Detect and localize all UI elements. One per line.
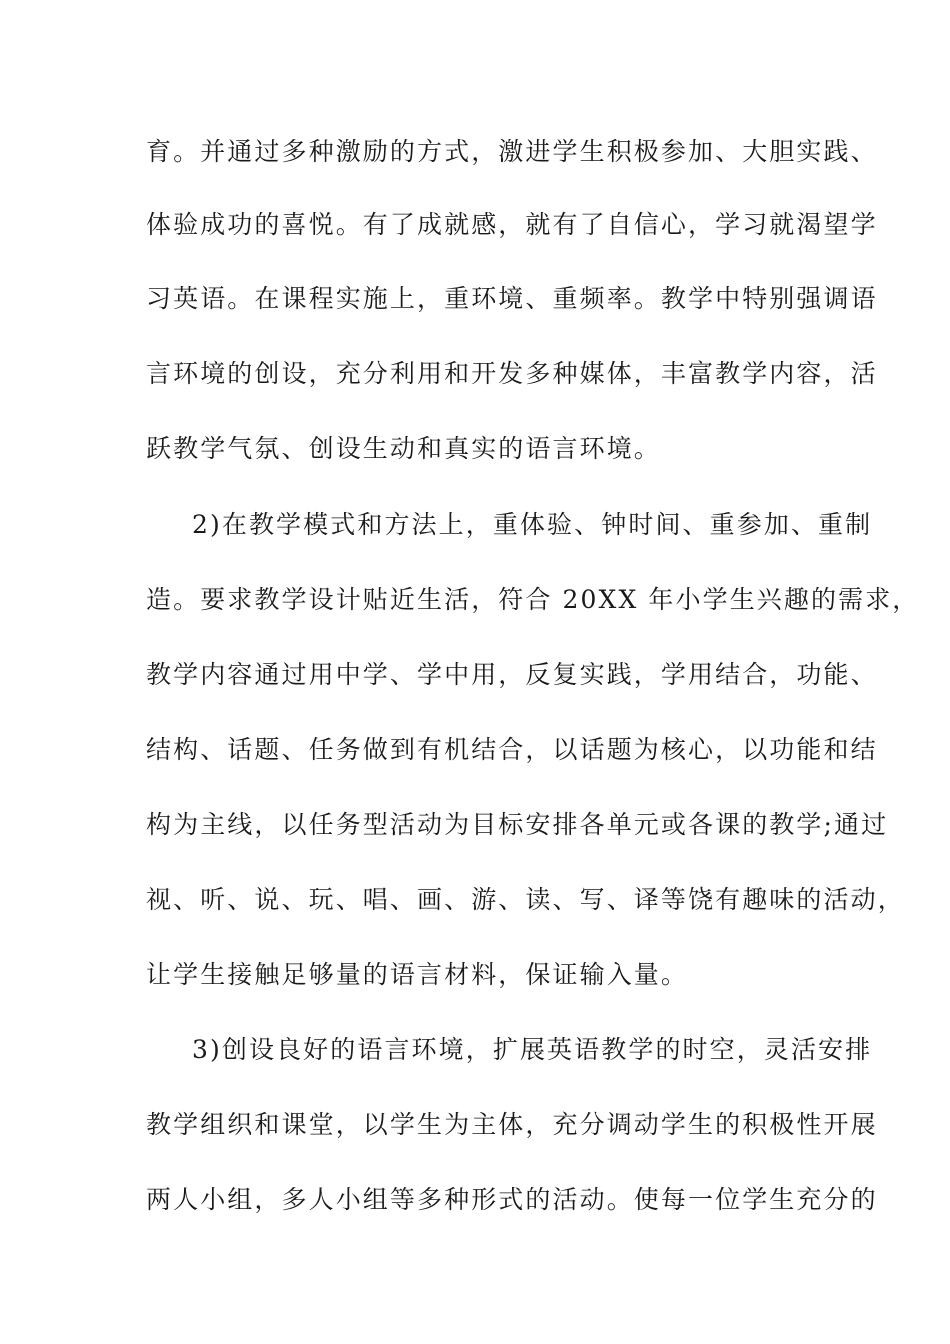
text-line: 结构、话题、任务做到有机结合，以话题为核心，以功能和结	[146, 735, 878, 764]
paragraph-start-line: 2)在教学模式和方法上，重体验、钟时间、重参加、重制	[192, 510, 873, 539]
text-line: 跃教学气氛、创设生动和真实的语言环境。	[146, 434, 661, 463]
text-line: 让学生接触足够量的语言材料，保证输入量。	[146, 960, 689, 989]
text-line: 构为主线，以任务型活动为目标安排各单元或各课的教学;通过	[146, 810, 889, 839]
text-line: 言环境的创设，充分利用和开发多种媒体，丰富教学内容，活	[146, 359, 878, 388]
text-line: 两人小组，多人小组等多种形式的活动。使每一位学生充分的	[146, 1185, 878, 1214]
text-line: 视、听、说、玩、唱、画、游、读、写、译等饶有趣味的活动，	[146, 885, 905, 914]
paragraph-start-line: 3)创设良好的语言环境，扩展英语教学的时空，灵活安排	[192, 1035, 873, 1064]
text-line: 育。并通过多种激励的方式，激进学生积极参加、大胆实践、	[146, 137, 878, 166]
text-line: 造。要求教学设计贴近生活，符合 20XX 年小学生兴趣的需求，	[146, 585, 920, 614]
text-line: 教学组织和课堂，以学生为主体，充分调动学生的积极性开展	[146, 1110, 878, 1139]
text-line: 体验成功的喜悦。有了成就感，就有了自信心，学习就渴望学	[146, 210, 878, 239]
text-line: 教学内容通过用中学、学中用，反复实践，学用结合，功能、	[146, 660, 878, 689]
text-line: 习英语。在课程实施上，重环境、重频率。教学中特别强调语	[146, 284, 878, 313]
